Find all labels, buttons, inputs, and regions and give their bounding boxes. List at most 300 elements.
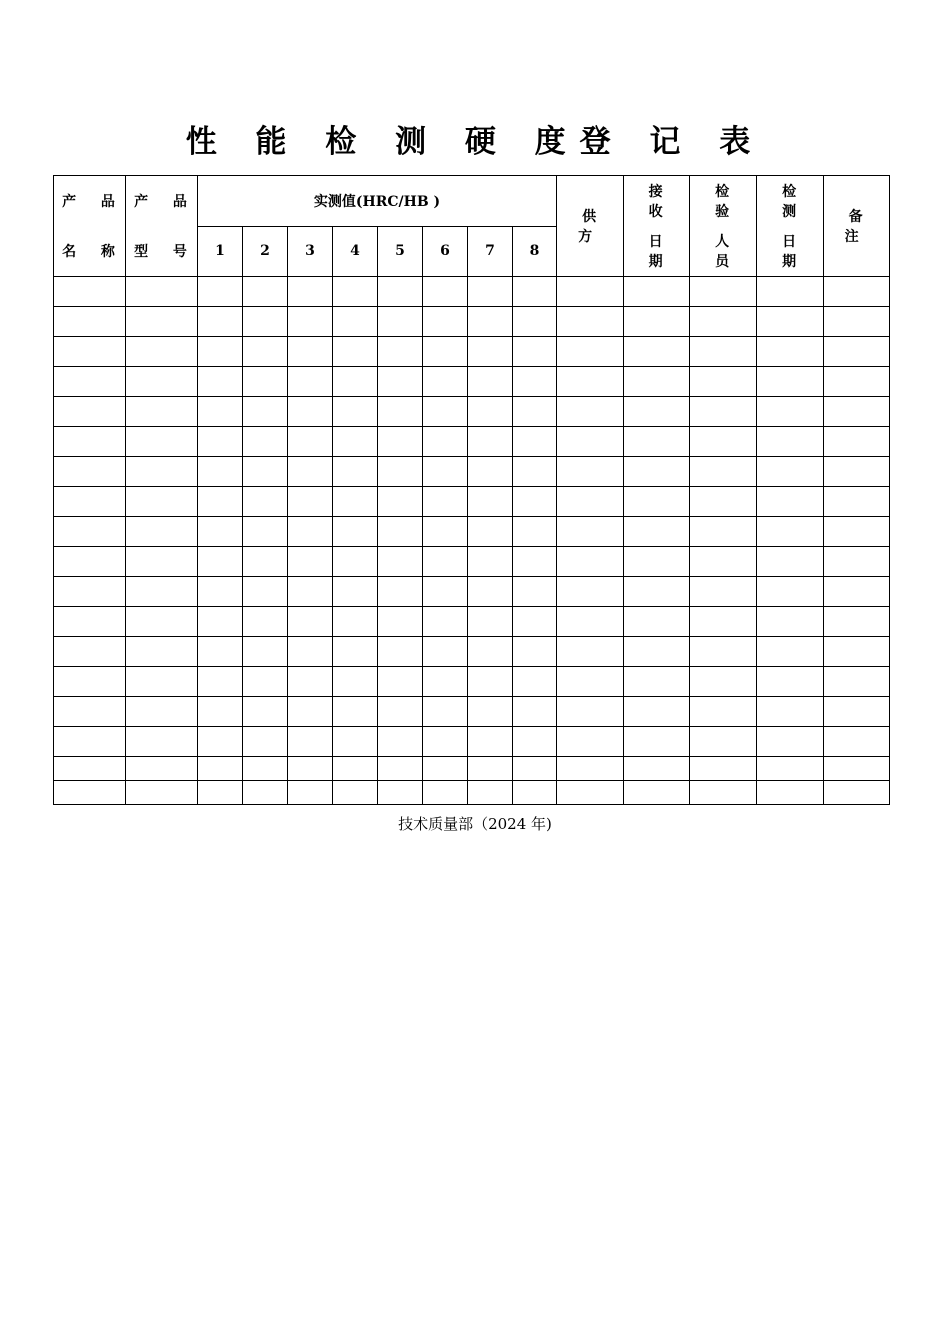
table-cell[interactable] (423, 727, 468, 757)
table-cell[interactable] (468, 397, 513, 427)
table-cell[interactable] (513, 487, 557, 517)
table-cell[interactable] (423, 277, 468, 307)
table-cell[interactable] (54, 427, 126, 457)
table-cell[interactable] (243, 427, 288, 457)
table-cell[interactable] (690, 607, 757, 637)
table-cell[interactable] (423, 547, 468, 577)
table-row (54, 577, 890, 607)
table-cell[interactable] (288, 367, 333, 397)
table-cell[interactable] (126, 277, 198, 307)
table-cell[interactable] (757, 781, 824, 805)
table-cell[interactable] (513, 727, 557, 757)
table-cell[interactable] (423, 487, 468, 517)
table-cell[interactable] (513, 637, 557, 667)
table-cell[interactable] (378, 757, 423, 781)
table-cell[interactable] (513, 781, 557, 805)
table-cell[interactable] (624, 397, 690, 427)
table-cell[interactable] (378, 277, 423, 307)
table-cell[interactable] (54, 781, 126, 805)
header-inspector (690, 176, 757, 277)
table-cell[interactable] (288, 547, 333, 577)
table-cell[interactable] (198, 637, 243, 667)
table-cell[interactable] (468, 547, 513, 577)
table-cell[interactable] (557, 607, 624, 637)
table-cell[interactable] (423, 307, 468, 337)
table-cell[interactable] (198, 577, 243, 607)
table-cell[interactable] (690, 637, 757, 667)
table-row (54, 781, 890, 805)
table-cell[interactable] (468, 727, 513, 757)
table-cell[interactable] (243, 457, 288, 487)
table-cell[interactable] (824, 757, 890, 781)
table-cell[interactable] (557, 697, 624, 727)
table-cell[interactable] (690, 397, 757, 427)
table-cell[interactable] (423, 607, 468, 637)
table-cell[interactable] (624, 667, 690, 697)
table-cell[interactable] (54, 307, 126, 337)
table-cell[interactable] (288, 427, 333, 457)
table-cell[interactable] (378, 307, 423, 337)
table-cell[interactable] (757, 487, 824, 517)
table-cell[interactable] (468, 577, 513, 607)
table-cell[interactable] (198, 727, 243, 757)
table-cell[interactable] (824, 727, 890, 757)
header-product-model-line1: 产 品 (134, 194, 197, 210)
header-inspector-line1: 检 验 (715, 184, 740, 220)
header-product-model-line2: 型 号 (134, 244, 197, 260)
table-cell[interactable] (513, 697, 557, 727)
table-cell[interactable] (513, 427, 557, 457)
table-cell[interactable] (757, 697, 824, 727)
table-cell[interactable] (243, 337, 288, 367)
table-cell[interactable] (824, 427, 890, 457)
table-cell[interactable] (198, 757, 243, 781)
table-cell[interactable] (126, 757, 198, 781)
table-cell[interactable] (333, 781, 378, 805)
table-cell[interactable] (557, 427, 624, 457)
table-cell[interactable] (513, 397, 557, 427)
table-cell[interactable] (757, 577, 824, 607)
table-cell[interactable] (624, 637, 690, 667)
table-cell[interactable] (624, 337, 690, 367)
table-cell[interactable] (198, 517, 243, 547)
table-cell[interactable] (690, 697, 757, 727)
table-cell[interactable] (557, 397, 624, 427)
table-cell[interactable] (378, 667, 423, 697)
table-cell[interactable] (54, 607, 126, 637)
table-cell[interactable] (333, 547, 378, 577)
table-cell[interactable] (468, 637, 513, 667)
table-row (54, 487, 890, 517)
table-cell[interactable] (288, 697, 333, 727)
table-cell[interactable] (557, 367, 624, 397)
table-cell[interactable] (824, 397, 890, 427)
table-cell[interactable] (126, 697, 198, 727)
table-cell[interactable] (333, 487, 378, 517)
table-cell[interactable] (690, 757, 757, 781)
table-cell[interactable] (126, 547, 198, 577)
table-cell[interactable] (288, 457, 333, 487)
table-cell[interactable] (54, 397, 126, 427)
table-cell[interactable] (513, 757, 557, 781)
table-cell[interactable] (624, 781, 690, 805)
table-cell[interactable] (243, 547, 288, 577)
table-cell[interactable] (378, 697, 423, 727)
table-cell[interactable] (468, 517, 513, 547)
table-cell[interactable] (288, 337, 333, 367)
table-cell[interactable] (54, 517, 126, 547)
table-cell[interactable] (513, 457, 557, 487)
table-cell[interactable] (824, 637, 890, 667)
table-cell[interactable] (288, 277, 333, 307)
table-cell[interactable] (54, 727, 126, 757)
table-cell[interactable] (513, 367, 557, 397)
table-cell[interactable] (333, 727, 378, 757)
table-cell[interactable] (243, 397, 288, 427)
table-cell[interactable] (557, 781, 624, 805)
table-cell[interactable] (468, 607, 513, 637)
table-cell[interactable] (54, 367, 126, 397)
measure-index-7: 7 (468, 226, 513, 277)
table-cell[interactable] (513, 667, 557, 697)
hardness-record-table (53, 175, 890, 805)
table-cell[interactable] (423, 637, 468, 667)
table-cell[interactable] (288, 517, 333, 547)
table-cell[interactable] (126, 487, 198, 517)
table-cell[interactable] (288, 757, 333, 781)
table-cell[interactable] (557, 457, 624, 487)
table-cell[interactable] (333, 637, 378, 667)
table-cell[interactable] (757, 277, 824, 307)
table-cell[interactable] (333, 427, 378, 457)
table-cell[interactable] (757, 547, 824, 577)
table-cell[interactable] (243, 307, 288, 337)
table-cell[interactable] (690, 337, 757, 367)
table-cell[interactable] (288, 607, 333, 637)
table-cell[interactable] (126, 727, 198, 757)
table-cell[interactable] (757, 757, 824, 781)
table-cell[interactable] (824, 457, 890, 487)
table-cell[interactable] (126, 397, 198, 427)
table-cell[interactable] (690, 577, 757, 607)
table-cell[interactable] (757, 367, 824, 397)
table-cell[interactable] (513, 517, 557, 547)
table-cell[interactable] (126, 367, 198, 397)
table-cell[interactable] (557, 277, 624, 307)
table-cell[interactable] (198, 487, 243, 517)
table-cell[interactable] (243, 781, 288, 805)
table-cell[interactable] (378, 427, 423, 457)
table-cell[interactable] (54, 577, 126, 607)
table-cell[interactable] (198, 607, 243, 637)
table-cell[interactable] (54, 697, 126, 727)
table-cell[interactable] (757, 457, 824, 487)
table-cell[interactable] (468, 427, 513, 457)
table-cell[interactable] (824, 487, 890, 517)
table-cell[interactable] (198, 427, 243, 457)
table-cell[interactable] (288, 637, 333, 667)
table-row (54, 367, 890, 397)
table-cell[interactable] (198, 397, 243, 427)
table-cell[interactable] (557, 517, 624, 547)
table-cell[interactable] (243, 367, 288, 397)
table-cell[interactable] (824, 547, 890, 577)
table-cell[interactable] (557, 487, 624, 517)
table-cell[interactable] (126, 637, 198, 667)
table-cell[interactable] (690, 547, 757, 577)
table-cell[interactable] (624, 727, 690, 757)
table-cell[interactable] (198, 667, 243, 697)
table-cell[interactable] (557, 337, 624, 367)
table-cell[interactable] (333, 757, 378, 781)
table-row (54, 397, 890, 427)
table-cell[interactable] (333, 307, 378, 337)
table-cell[interactable] (243, 727, 288, 757)
table-cell[interactable] (824, 307, 890, 337)
table-row (54, 697, 890, 727)
table-cell[interactable] (423, 427, 468, 457)
table-cell[interactable] (243, 577, 288, 607)
table-cell[interactable] (757, 337, 824, 367)
table-cell[interactable] (126, 607, 198, 637)
table-cell[interactable] (378, 397, 423, 427)
table-cell[interactable] (54, 337, 126, 367)
table-cell[interactable] (243, 637, 288, 667)
table-cell[interactable] (757, 307, 824, 337)
table-cell[interactable] (468, 487, 513, 517)
table-cell[interactable] (243, 517, 288, 547)
table-cell[interactable] (468, 757, 513, 781)
table-cell[interactable] (378, 637, 423, 667)
table-cell[interactable] (624, 577, 690, 607)
table-cell[interactable] (243, 697, 288, 727)
table-row (54, 637, 890, 667)
table-cell[interactable] (557, 667, 624, 697)
table-cell[interactable] (333, 337, 378, 367)
table-cell[interactable] (288, 307, 333, 337)
table-cell[interactable] (126, 307, 198, 337)
table-cell[interactable] (378, 457, 423, 487)
table-cell[interactable] (423, 667, 468, 697)
measure-index-1: 1 (198, 226, 243, 277)
table-cell[interactable] (690, 277, 757, 307)
table-cell[interactable] (557, 547, 624, 577)
table-cell[interactable] (423, 577, 468, 607)
table-cell[interactable] (624, 307, 690, 337)
table-row (54, 727, 890, 757)
table-cell[interactable] (557, 727, 624, 757)
table-cell[interactable] (243, 667, 288, 697)
table-cell[interactable] (468, 307, 513, 337)
table-cell[interactable] (198, 781, 243, 805)
header-row-top (54, 176, 890, 227)
table-cell[interactable] (624, 517, 690, 547)
table-cell[interactable] (624, 427, 690, 457)
table-cell[interactable] (624, 547, 690, 577)
table-cell[interactable] (757, 667, 824, 697)
table-cell[interactable] (690, 427, 757, 457)
table-cell[interactable] (624, 757, 690, 781)
table-cell[interactable] (824, 667, 890, 697)
table-cell[interactable] (423, 337, 468, 367)
table-cell[interactable] (468, 277, 513, 307)
table-cell[interactable] (198, 547, 243, 577)
measure-index-3: 3 (288, 226, 333, 277)
table-cell[interactable] (198, 307, 243, 337)
table-cell[interactable] (557, 757, 624, 781)
table-cell[interactable] (690, 517, 757, 547)
table-cell[interactable] (690, 727, 757, 757)
table-cell[interactable] (378, 337, 423, 367)
table-cell[interactable] (378, 487, 423, 517)
table-cell[interactable] (378, 367, 423, 397)
table-cell[interactable] (468, 367, 513, 397)
table-cell[interactable] (378, 607, 423, 637)
table-cell[interactable] (198, 697, 243, 727)
table-cell[interactable] (824, 277, 890, 307)
table-cell[interactable] (468, 337, 513, 367)
table-cell[interactable] (690, 457, 757, 487)
table-cell[interactable] (690, 367, 757, 397)
header-test-date (757, 176, 824, 277)
table-cell[interactable] (824, 607, 890, 637)
table-cell[interactable] (126, 517, 198, 547)
table-cell[interactable] (468, 667, 513, 697)
table-cell[interactable] (513, 277, 557, 307)
table-cell[interactable] (243, 487, 288, 517)
table-cell[interactable] (333, 367, 378, 397)
table-cell[interactable] (288, 487, 333, 517)
table-cell[interactable] (624, 697, 690, 727)
table-cell[interactable] (288, 727, 333, 757)
table-cell[interactable] (54, 277, 126, 307)
table-cell[interactable] (513, 307, 557, 337)
table-cell[interactable] (468, 457, 513, 487)
table-cell[interactable] (288, 577, 333, 607)
table-cell[interactable] (757, 397, 824, 427)
table-cell[interactable] (624, 367, 690, 397)
table-cell[interactable] (333, 697, 378, 727)
table-cell[interactable] (423, 757, 468, 781)
table-cell[interactable] (333, 667, 378, 697)
table-cell[interactable] (243, 607, 288, 637)
table-cell[interactable] (198, 367, 243, 397)
table-cell[interactable] (198, 337, 243, 367)
table-cell[interactable] (423, 697, 468, 727)
table-cell[interactable] (54, 457, 126, 487)
table-cell[interactable] (54, 757, 126, 781)
table-cell[interactable] (757, 727, 824, 757)
table-cell[interactable] (378, 547, 423, 577)
table-cell[interactable] (757, 637, 824, 667)
table-cell[interactable] (824, 337, 890, 367)
table-cell[interactable] (54, 667, 126, 697)
measure-index-5: 5 (378, 226, 423, 277)
table-cell[interactable] (378, 727, 423, 757)
table-cell[interactable] (198, 277, 243, 307)
table-cell[interactable] (624, 607, 690, 637)
header-remarks (824, 176, 890, 277)
table-cell[interactable] (423, 457, 468, 487)
table-cell[interactable] (468, 697, 513, 727)
header-receive-date-line1: 接 收 (648, 184, 673, 220)
table-cell[interactable] (468, 781, 513, 805)
table-cell[interactable] (624, 487, 690, 517)
table-cell[interactable] (824, 577, 890, 607)
table-cell[interactable] (126, 781, 198, 805)
table-row (54, 457, 890, 487)
table-cell[interactable] (423, 781, 468, 805)
table-cell[interactable] (126, 427, 198, 457)
table-cell[interactable] (243, 757, 288, 781)
table-cell[interactable] (333, 457, 378, 487)
table-cell[interactable] (333, 397, 378, 427)
table-cell[interactable] (423, 517, 468, 547)
table-cell[interactable] (690, 487, 757, 517)
header-inspector-line2: 人 员 (715, 234, 740, 270)
measure-index-2: 2 (243, 226, 288, 277)
table-cell[interactable] (557, 307, 624, 337)
table-cell[interactable] (423, 397, 468, 427)
table-cell[interactable] (513, 577, 557, 607)
table-cell[interactable] (757, 427, 824, 457)
table-cell[interactable] (423, 367, 468, 397)
table-row (54, 277, 890, 307)
table-cell[interactable] (288, 397, 333, 427)
table-cell[interactable] (126, 667, 198, 697)
table-cell[interactable] (824, 517, 890, 547)
table-cell[interactable] (690, 667, 757, 697)
table-cell[interactable] (690, 307, 757, 337)
table-cell[interactable] (126, 577, 198, 607)
table-cell[interactable] (288, 667, 333, 697)
table-cell[interactable] (513, 607, 557, 637)
table-cell[interactable] (513, 547, 557, 577)
table-cell[interactable] (513, 337, 557, 367)
table-cell[interactable] (824, 781, 890, 805)
table-cell[interactable] (824, 367, 890, 397)
table-cell[interactable] (378, 577, 423, 607)
table-cell[interactable] (690, 781, 757, 805)
table-cell[interactable] (378, 781, 423, 805)
table-cell[interactable] (54, 547, 126, 577)
table-cell[interactable] (757, 607, 824, 637)
header-remarks-label: 备 注 (844, 209, 873, 245)
table-cell[interactable] (54, 487, 126, 517)
table-cell[interactable] (333, 277, 378, 307)
table-row (54, 607, 890, 637)
table-cell[interactable] (824, 697, 890, 727)
table-row (54, 667, 890, 697)
table-cell[interactable] (288, 781, 333, 805)
table-cell[interactable] (378, 517, 423, 547)
table-cell[interactable] (198, 457, 243, 487)
header-test-date-line2: 日 期 (782, 234, 807, 270)
table-cell[interactable] (624, 457, 690, 487)
table-cell[interactable] (333, 577, 378, 607)
table-cell[interactable] (624, 277, 690, 307)
table-cell[interactable] (126, 337, 198, 367)
table-cell[interactable] (333, 517, 378, 547)
header-supplier-label: 供 方 (578, 209, 607, 245)
table-cell[interactable] (557, 637, 624, 667)
table-cell[interactable] (557, 577, 624, 607)
table-cell[interactable] (333, 607, 378, 637)
table-cell[interactable] (126, 457, 198, 487)
table-cell[interactable] (54, 637, 126, 667)
table-cell[interactable] (757, 517, 824, 547)
table-cell[interactable] (243, 277, 288, 307)
